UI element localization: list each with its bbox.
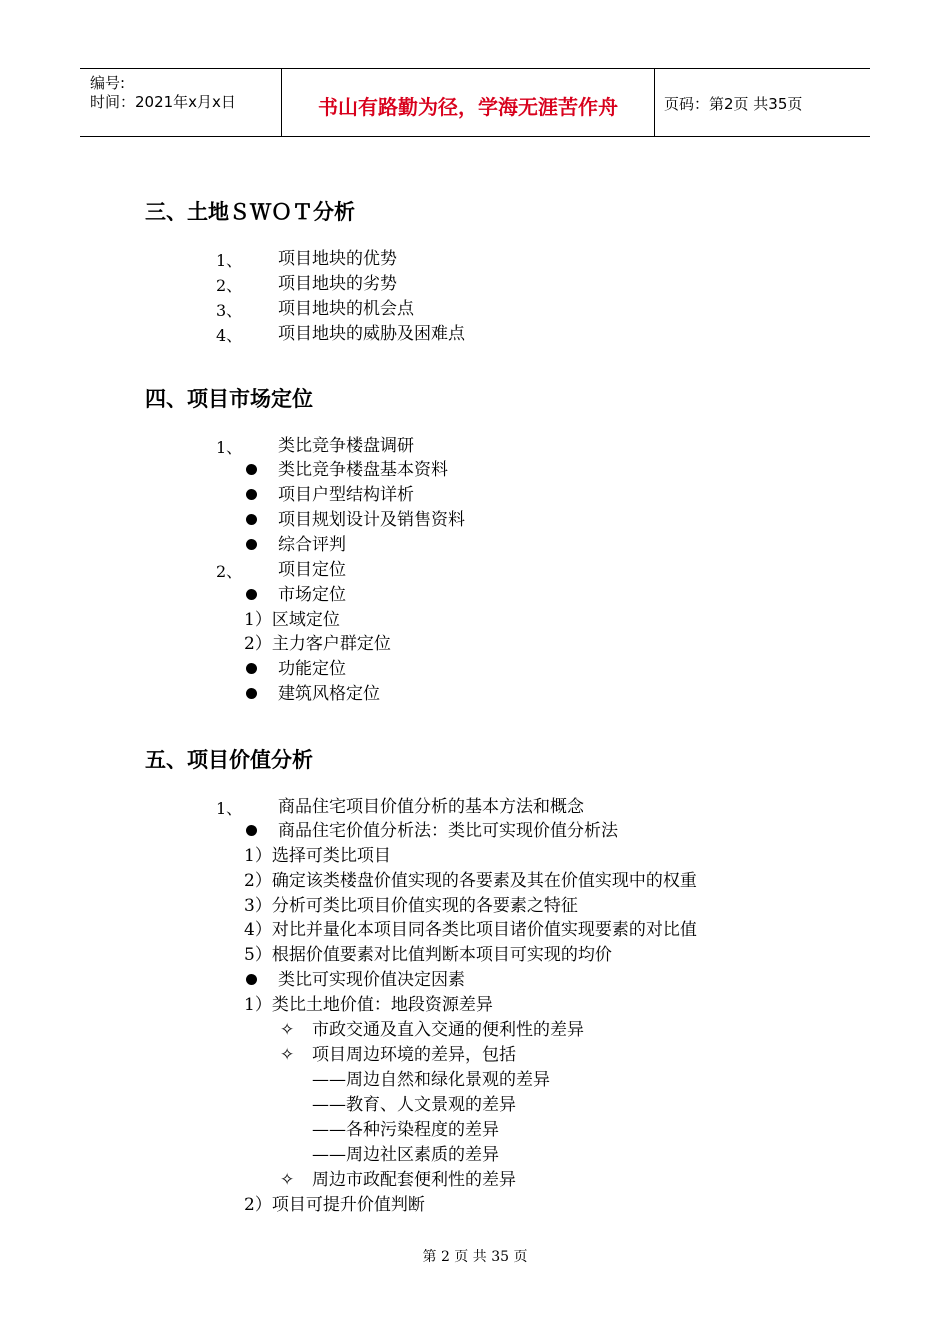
diamond-item: 周边市政配套便利性的差异 — [312, 1170, 516, 1190]
list-item: 商品住宅项目价值分析的基本方法和概念 — [278, 797, 584, 817]
list-item: 项目地块的优势 — [278, 249, 397, 269]
bullet-icon — [246, 974, 257, 985]
bullet-item: 综合评判 — [278, 535, 346, 555]
list-number: 2、 — [216, 562, 243, 581]
list-number: 3、 — [216, 301, 243, 320]
list-number: 4、 — [216, 326, 243, 345]
bullet-item: 类比可实现价值决定因素 — [278, 970, 465, 990]
diamond-icon: ✧ — [280, 1020, 295, 1040]
bullet-item: 建筑风格定位 — [278, 684, 380, 704]
dash-item: ——教育、人文景观的差异 — [312, 1095, 516, 1115]
bullet-item: 项目户型结构详析 — [278, 485, 414, 505]
step-item: 4）对比并量化本项目同各类比项目诸价值实现要素的对比值 — [244, 920, 697, 940]
header-meta-cell — [80, 69, 282, 136]
factor-item: 2）项目可提升价值判断 — [244, 1195, 425, 1215]
header-motto-cell — [282, 69, 655, 136]
bullet-icon — [246, 663, 257, 674]
motto: 书山有路勤为径，学海无涯苦作舟 — [318, 95, 618, 119]
diamond-item: 项目周边环境的差异，包括 — [312, 1045, 516, 1065]
page-footer: 第 2 页 共 35 页 — [422, 1249, 528, 1265]
bullet-icon — [246, 514, 257, 525]
diamond-item: 市政交通及直入交通的便利性的差异 — [312, 1020, 584, 1040]
bullet-icon — [246, 688, 257, 699]
list-item: 类比竞争楼盘调研 — [278, 436, 414, 456]
list-number: 2、 — [216, 276, 243, 295]
list-number: 1、 — [216, 799, 243, 818]
list-number: 1、 — [216, 438, 243, 457]
bullet-icon — [246, 539, 257, 550]
list-number: 1、 — [216, 251, 243, 270]
bullet-icon — [246, 489, 257, 500]
bullet-item: 功能定位 — [278, 659, 346, 679]
diamond-icon: ✧ — [280, 1045, 295, 1065]
step-item: 1）选择可类比项目 — [244, 846, 391, 866]
dash-item: ——周边社区素质的差异 — [312, 1145, 499, 1165]
list-item: 项目地块的机会点 — [278, 299, 414, 319]
bullet-icon — [246, 464, 257, 475]
section-title: 三、土地ＳＷＯＴ分析 — [145, 200, 355, 224]
step-item: 5）根据价值要素对比值判断本项目可实现的均价 — [244, 945, 612, 965]
sub-item: 2）主力客户群定位 — [244, 634, 391, 654]
sub-item: 1）区域定位 — [244, 610, 340, 630]
section-title: 五、项目价值分析 — [145, 748, 313, 772]
code-label: 编号: — [90, 74, 126, 92]
diamond-icon: ✧ — [280, 1170, 295, 1190]
bullet-item: 商品住宅价值分析法：类比可实现价值分析法 — [278, 821, 618, 841]
page-header — [80, 68, 870, 137]
bullet-item: 项目规划设计及销售资料 — [278, 510, 465, 530]
list-item: 项目地块的劣势 — [278, 274, 397, 294]
time-label: 时间：2021年x月x日 — [90, 93, 236, 111]
page-info: 页码：第2页 共35页 — [664, 95, 803, 113]
step-item: 2）确定该类楼盘价值实现的各要素及其在价值实现中的权重 — [244, 871, 697, 891]
bullet-item: 市场定位 — [278, 585, 346, 605]
bullet-icon — [246, 825, 257, 836]
step-item: 3）分析可类比项目价值实现的各要素之特征 — [244, 896, 578, 916]
section-title: 四、项目市场定位 — [145, 387, 313, 411]
list-item: 项目定位 — [278, 560, 346, 580]
dash-item: ——周边自然和绿化景观的差异 — [312, 1070, 550, 1090]
list-item: 项目地块的威胁及困难点 — [278, 324, 465, 344]
bullet-icon — [246, 589, 257, 600]
factor-item: 1）类比土地价值：地段资源差异 — [244, 995, 493, 1015]
bullet-item: 类比竞争楼盘基本资料 — [278, 460, 448, 480]
dash-item: ——各种污染程度的差异 — [312, 1120, 499, 1140]
